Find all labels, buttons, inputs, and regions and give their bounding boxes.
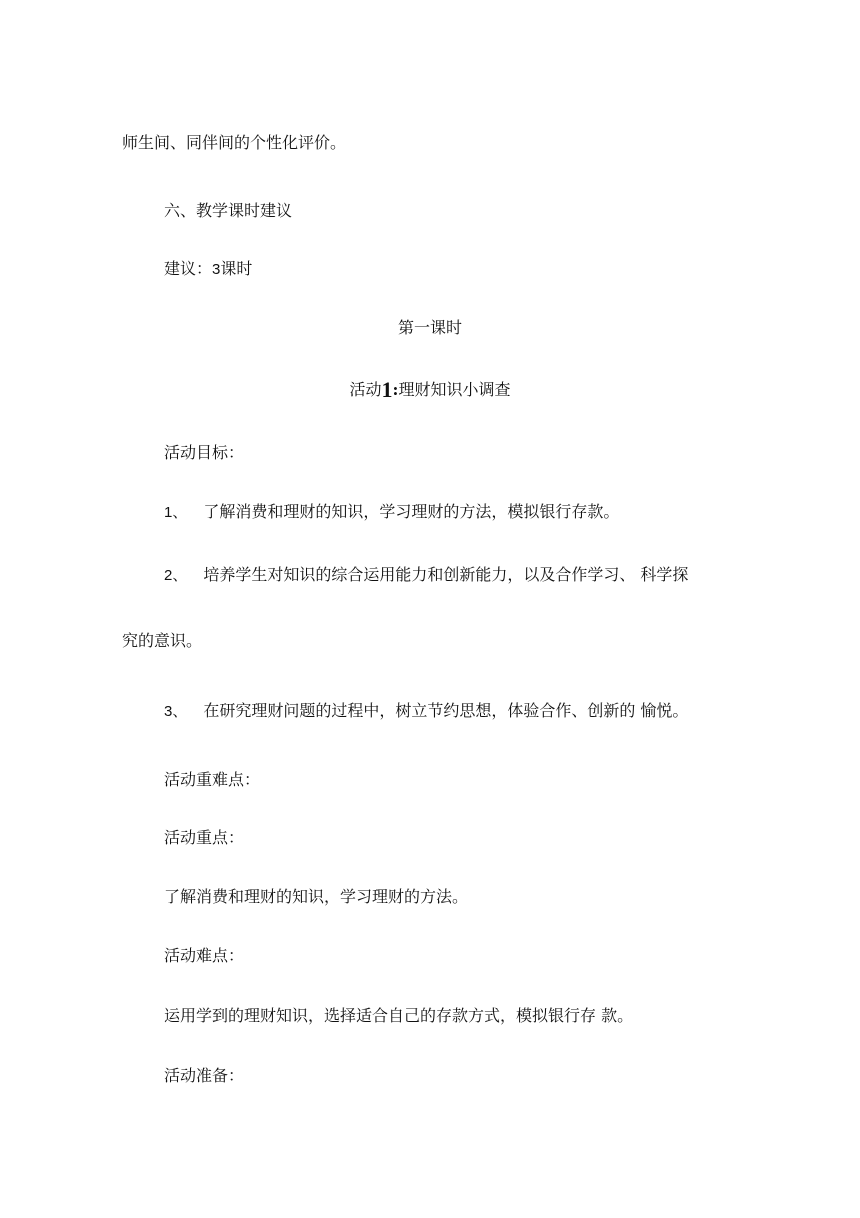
suggestion-number: 3 [212, 261, 221, 278]
paragraph-evaluation-end: 师生间、同伴间的个性化评价。 [122, 133, 347, 152]
activity-prefix: 活动 [349, 380, 382, 399]
goal-item-2-text: 培养学生对知识的综合运用能力和创新能力，以及合作学习、 科学探 [203, 565, 689, 584]
activity-title: 理财知识小调查 [398, 380, 511, 399]
section-heading-lesson-suggestion: 六、教学课时建议 [164, 201, 293, 220]
activity-number: 1 [381, 377, 393, 402]
difficult-points-text: 运用学到的理财知识，选择适合自己的存款方式，模拟银行存 款。 [164, 1006, 634, 1025]
paragraph-suggestion [164, 259, 252, 280]
goal-item-3-number: 3、 [164, 703, 188, 720]
key-difficult-heading: 活动重难点： [164, 770, 261, 789]
goal-item-1-text: 了解消费和理财的知识，学习理财的方法，模拟银行存款。 [203, 502, 620, 521]
activity-heading [0, 377, 860, 402]
activity-goals-heading: 活动目标： [164, 443, 245, 462]
goal-item-2-number: 2、 [164, 567, 188, 584]
suggestion-label: 建议： [164, 259, 213, 278]
lesson-heading: 第一课时 [397, 318, 462, 337]
goal-item-2-continuation: 究的意识。 [122, 631, 203, 650]
difficult-points-heading: 活动难点： [164, 946, 245, 965]
suggestion-unit: 课时 [220, 259, 253, 278]
goal-item-1-number: 1、 [164, 504, 188, 521]
goal-item-2 [164, 565, 688, 586]
activity-colon: : [392, 380, 399, 399]
goal-item-3-text: 在研究理财问题的过程中，树立节约思想，体验合作、创新的 愉悦。 [203, 701, 689, 720]
key-points-text: 了解消费和理财的知识，学习理财的方法。 [164, 887, 469, 906]
activity-preparation-heading: 活动准备： [164, 1066, 245, 1085]
goal-item-3 [164, 701, 688, 722]
key-points-heading: 活动重点： [164, 828, 245, 847]
goal-item-1 [164, 502, 619, 523]
